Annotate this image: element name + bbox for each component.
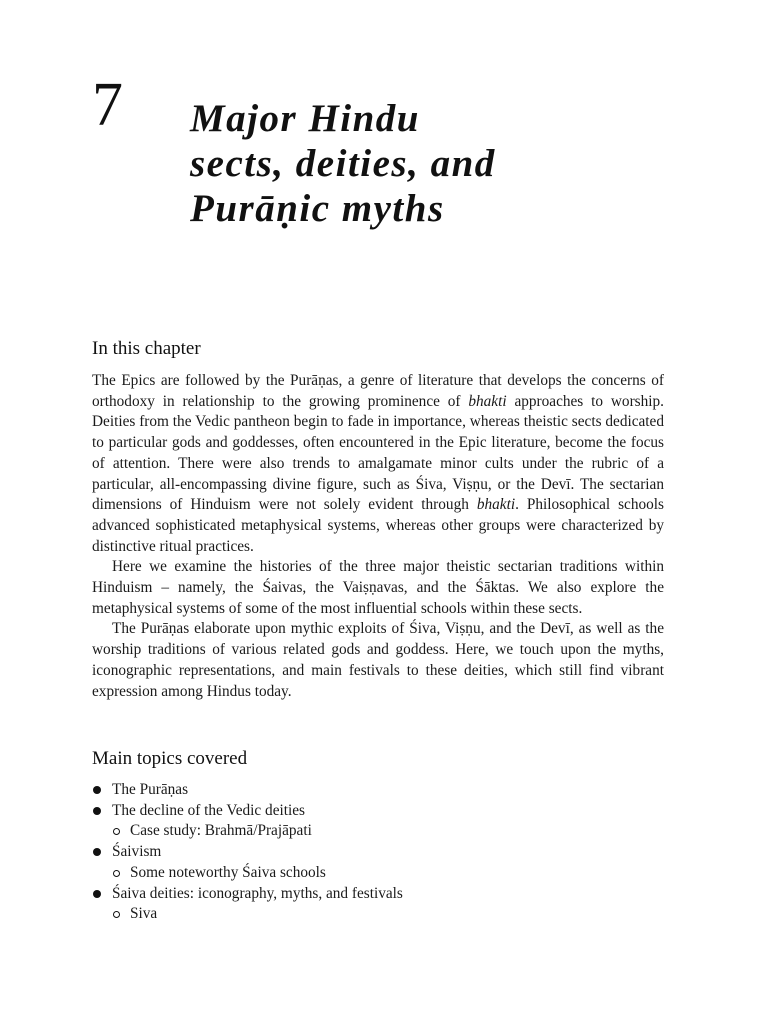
subtopic-item: Siva [92, 904, 672, 925]
chapter-number: 7 [92, 71, 123, 139]
italic-term: bhakti [468, 392, 507, 410]
paragraph: Here we examine the histories of the three major theistic sectarian traditions within Hinduism – namely, the Śaivas, the Vaiṣṇavas, and the Śāktas. We also explore the metaphysical systems of some of the most influential schools within these sects. [92, 558, 664, 617]
paragraph: The Purāṇas elaborate upon mythic exploits of Śiva, Viṣṇu, and the Devī, as well as the worship traditions of various related gods and goddess. Here, we touch upon the myths, iconographic representations, and main festivals to these deities, which still find vibrant expression among Hindus today. [92, 620, 664, 700]
subtopic-item: Some noteworthy Śaiva schools [92, 863, 672, 884]
topic-item: The decline of the Vedic deities [92, 801, 672, 822]
chapter-title-line: sects, deities, and [190, 142, 496, 185]
chapter-title-line: Purāṇic myths [190, 187, 445, 230]
topics-list [92, 780, 672, 925]
text-run: The Epics are followed by the Purāṇas, a genre of literature that develops the concerns of orthodoxy in relationship to the growing prominence of [92, 372, 664, 410]
subtopic-item: Case study: Brahmā/Prajāpati [92, 821, 672, 842]
text-run: approaches to worship. Deities from the Vedic pantheon begin to fade in importance, whereas theistic sects dedicated to particular gods and goddesses, often encountered in the Epic literature, become the focus of attention. There were also trends to amalgamate minor cults under the rubric of a particular, all-encompassing divine figure, such as Śiva, Viṣṇu, or the Devī. The sectarian dimensions of Hinduism were not solely evident through [92, 392, 664, 514]
text-run: . Philosophical schools advanced sophisticated metaphysical systems, whereas other groups were characterized by distinctive ritual practices. [92, 496, 664, 555]
italic-term: bhakti [476, 496, 516, 514]
chapter-title-line: Major Hindu [190, 97, 420, 140]
topic-item: Śaiva deities: iconography, myths, and festivals [92, 884, 672, 905]
paragraph [92, 371, 664, 557]
section-heading-main-topics: Main topics covered [92, 748, 248, 769]
topic-item: Śaivism [92, 842, 672, 863]
chapter-intro-text [92, 371, 664, 702]
topic-item: The Purāṇas [92, 780, 672, 801]
chapter-title [190, 96, 710, 231]
section-heading-in-this-chapter: In this chapter [92, 338, 201, 359]
